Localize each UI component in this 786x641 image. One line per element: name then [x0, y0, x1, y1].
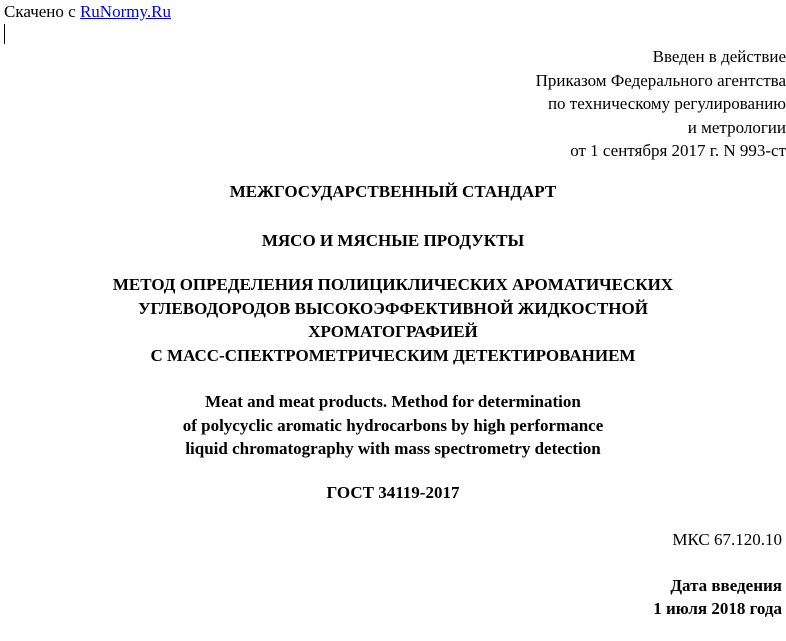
source-line — [4, 2, 171, 22]
title-ru-line: С МАСС-СПЕКТРОМЕТРИЧЕСКИМ ДЕТЕКТИРОВАНИЕМ — [150, 345, 636, 365]
product-heading-text: МЯСО И МЯСНЫЕ ПРОДУКТЫ — [261, 231, 525, 250]
title-ru-line: УГЛЕВОДОРОДОВ ВЫСОКОЭФФЕКТИВНОЙ ЖИДКОСТНОЙ — [138, 298, 648, 318]
source-link[interactable]: RuNormy.Ru — [79, 2, 171, 21]
enactment-line: по техническому регулированию — [547, 94, 786, 113]
title-russian — [0, 273, 786, 367]
enactment-line: Введен в действие — [652, 47, 786, 66]
intro-date-label: Дата введения — [670, 576, 782, 595]
enactment-block — [286, 45, 786, 163]
title-ru-line: ХРОМАТОГРАФИЕЙ — [308, 322, 478, 341]
title-en-line: of polycyclic aromatic hydrocarbons by high performance — [182, 415, 604, 435]
gost-number — [0, 481, 786, 505]
text-cursor — [4, 24, 5, 44]
title-ru-line: МЕТОД ОПРЕДЕЛЕНИЯ ПОЛИЦИКЛИЧЕСКИХ АРОМАТИЧЕСКИХ — [112, 275, 674, 294]
enactment-line: Приказом Федерального агентства — [535, 70, 786, 90]
title-en-line: Meat and meat products. Method for determination — [205, 392, 581, 411]
title-english — [0, 390, 786, 461]
intro-date-value: 1 июля 2018 года — [653, 599, 782, 618]
enactment-line: от 1 сентября 2017 г. N 993-ст — [570, 141, 786, 160]
source-prefix: Скачено с — [4, 2, 80, 21]
standard-type — [0, 180, 786, 204]
product-heading — [0, 229, 786, 253]
enactment-line: и метрологии — [687, 117, 786, 137]
gost-number-text: ГОСТ 34119-2017 — [326, 483, 460, 502]
standard-type-text: МЕЖГОСУДАРСТВЕННЫЙ СТАНДАРТ — [229, 182, 557, 201]
title-en-line: liquid chromatography with mass spectrometry detection — [185, 439, 601, 458]
mks-code: МКС 67.120.10 — [672, 530, 782, 549]
